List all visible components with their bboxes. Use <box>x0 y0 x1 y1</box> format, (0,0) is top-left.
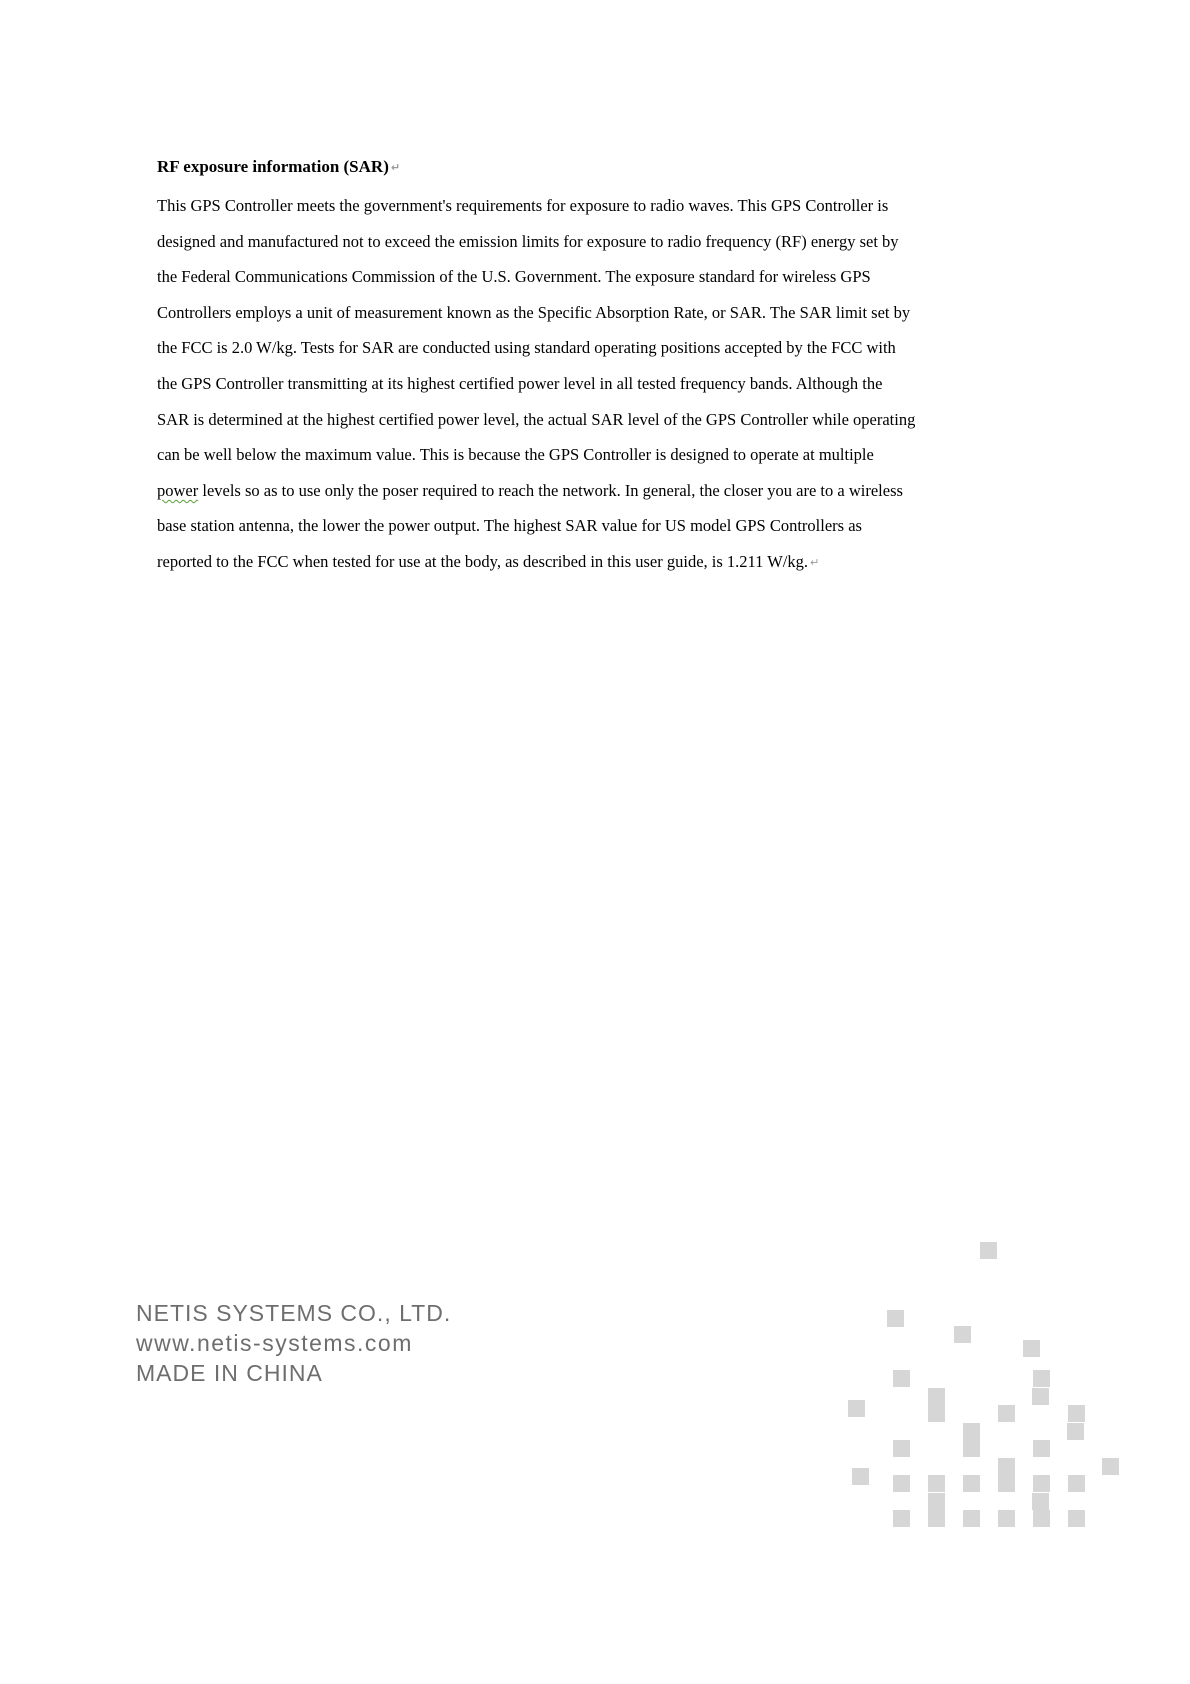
company-website: www.netis-systems.com <box>136 1330 413 1356</box>
mosaic-square <box>893 1510 910 1527</box>
paragraph-line-11 <box>157 544 997 581</box>
mosaic-square <box>998 1475 1015 1492</box>
mosaic-square <box>963 1475 980 1492</box>
mosaic-square <box>1067 1423 1084 1440</box>
mosaic-squares <box>848 1242 1119 1527</box>
mosaic-square <box>954 1326 971 1343</box>
paragraph-mark-icon: ↵ <box>390 161 401 174</box>
mosaic-square <box>1033 1475 1050 1492</box>
heading-text: RF exposure information (SAR) <box>157 157 389 176</box>
mosaic-square <box>963 1440 980 1457</box>
mosaic-square <box>1102 1458 1119 1475</box>
paragraph-line-6: the GPS Controller transmitting at its highest certified power level in all tested frequency bands. Although the <box>157 373 883 393</box>
paragraph-line-3: the Federal Communications Commission of the U.S. Government. The exposure standard for wireless GPS <box>157 267 871 287</box>
mosaic-square <box>1068 1405 1085 1422</box>
paragraph-line-4: Controllers employs a unit of measurement known as the Specific Absorption Rate, or SAR. The SAR limit set by <box>157 302 911 322</box>
paragraph-line-1: This GPS Controller meets the government's requirements for exposure to radio waves. This GPS Controller is <box>157 196 889 215</box>
mosaic-square <box>887 1310 904 1327</box>
mosaic-square <box>1033 1370 1050 1387</box>
mosaic-square <box>848 1400 865 1417</box>
mosaic-square <box>928 1475 945 1492</box>
company-name: NETIS SYSTEMS CO., LTD. <box>136 1300 452 1326</box>
mosaic-square <box>852 1468 869 1485</box>
mosaic-square <box>893 1475 910 1492</box>
mosaic-square <box>1068 1475 1085 1492</box>
mosaic-square <box>980 1242 997 1259</box>
paragraph-line-8: can be well below the maximum value. This is because the GPS Controller is designed to operate at multiple <box>157 445 874 465</box>
sar-section <box>157 155 997 581</box>
paragraph-line-9 <box>157 473 997 509</box>
mosaic-square <box>1032 1388 1049 1405</box>
mosaic-square <box>998 1458 1015 1475</box>
mosaic-square <box>893 1370 910 1387</box>
mosaic-square <box>1033 1440 1050 1457</box>
mosaic-square <box>1032 1493 1049 1510</box>
spellcheck-flagged-word: power <box>157 480 199 500</box>
mosaic-square <box>928 1388 945 1405</box>
mosaic-square <box>1033 1510 1050 1527</box>
paragraph-line-11-text: reported to the FCC when tested for use at the body, as described in this user guide, is 1.211 W/kg. <box>157 551 809 571</box>
paragraph-line-9-rest: levels so as to use only the poser required to reach the network. In general, the closer you are to a wireless <box>198 480 903 500</box>
mosaic-square <box>928 1405 945 1422</box>
mosaic-square <box>963 1510 980 1527</box>
paragraph-line-10: base station antenna, the lower the power output. The highest SAR value for US model GPS Controllers as <box>157 516 862 536</box>
mosaic-square <box>1023 1340 1040 1357</box>
section-heading <box>157 155 997 180</box>
mosaic-square <box>998 1405 1015 1422</box>
made-in-label: MADE IN CHINA <box>136 1360 323 1386</box>
sar-paragraph <box>157 188 997 581</box>
mosaic-square <box>998 1510 1015 1527</box>
paragraph-line-5: the FCC is 2.0 W/kg. Tests for SAR are conducted using standard operating positions accepted by the FCC with <box>157 338 896 358</box>
paragraph-line-7: SAR is determined at the highest certified power level, the actual SAR level of the GPS Controller while operating <box>157 409 916 429</box>
mosaic-square <box>928 1510 945 1527</box>
mosaic-square <box>893 1440 910 1457</box>
paragraph-mark-icon: ↵ <box>810 555 820 569</box>
paragraph-line-2: designed and manufactured not to exceed the emission limits for exposure to radio frequency (RF) energy set by <box>157 231 899 251</box>
mosaic-square <box>1068 1510 1085 1527</box>
company-footer <box>136 1298 451 1388</box>
mosaic-square <box>963 1423 980 1440</box>
mosaic-square <box>928 1493 945 1510</box>
